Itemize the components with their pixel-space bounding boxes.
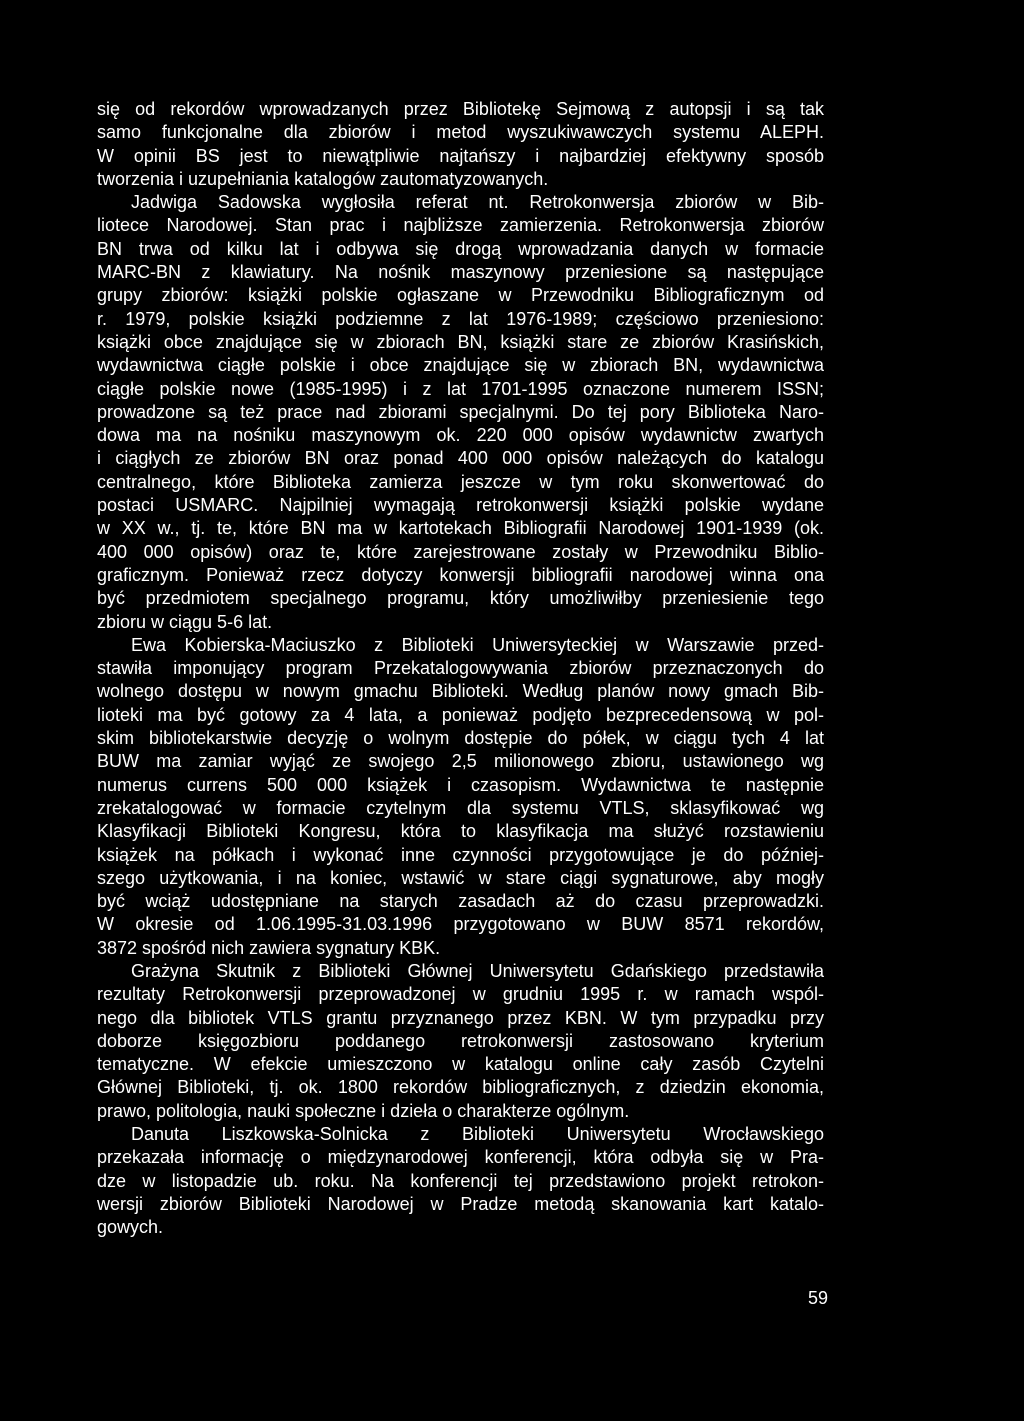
text-line: lioteki ma być gotowy za 4 lata, a ponieważ podjęto bezprecedensową w pol- [97, 704, 824, 725]
text-line: książek na półkach i wykonać inne czynności przygotowujące je do później- [97, 844, 824, 865]
text-line: skim bibliotekarstwie decyzję o wolnym dostępie do półek, w ciągu tych 4 lat [97, 728, 824, 749]
text-line: MARC-BN z klawiatury. Na nośnik maszynowy przeniesione są następujące [97, 262, 824, 283]
body-text [97, 98, 824, 1240]
text-line: 400 000 opisów) oraz te, które zarejestrowane zostały w Przewodniku Biblio- [97, 541, 824, 562]
text-line: r. 1979, polskie książki podziemne z lat 1976-1989; częściowo przeniesiono: [97, 308, 824, 329]
text-line: zbioru w ciągu 5-6 lat. [97, 611, 273, 632]
text-line: graficznym. Ponieważ rzecz dotyczy konwersji bibliografii narodowej winna ona [97, 564, 824, 585]
text-line: wolnego dostępu w nowym gmachu Biblioteki. Według planów nowy gmach Bib- [97, 681, 824, 702]
text-line: przekazała informację o międzynarodowej konferencji, która odbyła się w Pra- [97, 1147, 824, 1168]
text-line: wersji zbiorów Biblioteki Narodowej w Pradze metodą skanowania kart katalo- [97, 1193, 824, 1214]
text-line: stawiła imponujący program Przekatalogowywania zbiorów przeznaczonych do [97, 658, 824, 679]
text-line: grupy zbiorów: książki polskie ogłaszane w Przewodniku Bibliograficznym od [97, 285, 824, 306]
text-line: ciągłe polskie nowe (1985-1995) i z lat 1701-1995 oznaczone numerem ISSN; [97, 378, 824, 399]
text-line: książki obce znajdujące się w zbiorach BN, książki stare ze zbiorów Krasińskich, [97, 331, 824, 352]
paragraph-start-line: Grażyna Skutnik z Biblioteki Głównej Uniwersytetu Gdańskiego przedstawiła [131, 960, 824, 981]
paragraph-start-line: Danuta Liszkowska-Solnicka z Biblioteki Uniwersytetu Wrocławskiego [131, 1124, 824, 1145]
page-number: 59 [807, 1288, 828, 1308]
text-line: tworzenia i uzupełniania katalogów zautomatyzowanych. [97, 168, 549, 189]
text-line: Klasyfikacji Biblioteki Kongresu, która to klasyfikacja ma służyć rozstawieniu [97, 821, 824, 842]
text-line: gowych. [97, 1217, 164, 1238]
text-line: szego użytkowania, i na koniec, wstawić w stare ciągi sygnaturowe, aby mogły [97, 867, 824, 888]
text-line: być przedmiotem specjalnego programu, który umożliwiłby przeniesienie tego [97, 588, 824, 609]
text-line: i ciągłych ze zbiorów BN oraz ponad 400 000 opisów należących do katalogu [97, 448, 824, 469]
text-line: się od rekordów wprowadzanych przez Bibliotekę Sejmową z autopsji i są tak [97, 99, 824, 119]
text-line: dze w listopadzie ub. roku. Na konferencji tej przedstawiono projekt retrokon- [97, 1170, 824, 1191]
text-line: postaci USMARC. Najpilniej wymagają retrokonwersji książki polskie wydane [97, 495, 824, 516]
text-line: BUW ma zamiar wyjąć ze swojego 2,5 milionowego zbioru, ustawionego wg [97, 751, 824, 772]
text-line: W okresie od 1.06.1995-31.03.1996 przygotowano w BUW 8571 rekordów, [97, 914, 824, 935]
text-line: liotece Narodowej. Stan prac i najbliższe zamierzenia. Retrokonwersja zbiorów [97, 215, 824, 236]
text-line: tematyczne. W efekcie umieszczono w katalogu online cały zasób Czytelni [97, 1054, 824, 1075]
text-line: Głównej Biblioteki, tj. ok. 1800 rekordów bibliograficznych, z dziedzin ekonomia, [97, 1077, 824, 1098]
text-line: zrekatalogować w formacie czytelnym dla systemu VTLS, sklasyfikować wg [97, 797, 824, 818]
text-line: centralnego, które Biblioteka zamierza jeszcze w tym roku skonwertować do [97, 471, 824, 492]
text-line: być wciąż udostępniane na starych zasadach aż do czasu przeprowadzki. [97, 891, 824, 912]
text-line: wydawnictwa ciągłe polskie i obce znajdujące się w zbiorach BN, wydawnictwa [97, 355, 824, 376]
text-line: prawo, politologia, nauki społeczne i dzieła o charakterze ogólnym. [97, 1100, 630, 1121]
text-line: samo funkcjonalne dla zbiorów i metod wyszukiwawczych systemu ALEPH. [97, 122, 824, 143]
text-line: W opinii BS jest to niewątpliwie najtańszy i najbardziej efektywny sposób [97, 145, 824, 166]
text-line: dowa ma na nośniku maszynowym ok. 220 000 opisów wydawnictw zwartych [97, 425, 824, 446]
text-line: numerus currens 500 000 książek i czasopism. Wydawnictwa te następnie [97, 774, 824, 795]
text-line: rezultaty Retrokonwersji przeprowadzonej w grudniu 1995 r. w ramach wspól- [97, 984, 824, 1005]
text-line: BN trwa od kilku lat i odbywa się drogą wprowadzania danych w formacie [97, 238, 824, 259]
text-line: 3872 spośród nich zawiera sygnatury KBK. [97, 937, 441, 958]
paragraph-start-line: Ewa Kobierska-Maciuszko z Biblioteki Uniwersyteckiej w Warszawie przed- [131, 634, 824, 655]
text-line: prowadzone są też prace nad zbiorami specjalnymi. Do tej pory Biblioteka Naro- [97, 401, 824, 422]
text-line: nego dla bibliotek VTLS grantu przyznanego przez KBN. W tym przypadku przy [97, 1007, 824, 1028]
text-line: w XX w., tj. te, które BN ma w kartotekach Bibliografii Narodowej 1901-1939 (ok. [97, 518, 824, 539]
text-line: doborze księgozbioru poddanego retrokonwersji zastosowano kryterium [97, 1030, 824, 1051]
paragraph-start-line: Jadwiga Sadowska wygłosiła referat nt. Retrokonwersja zbiorów w Bib- [131, 192, 824, 213]
